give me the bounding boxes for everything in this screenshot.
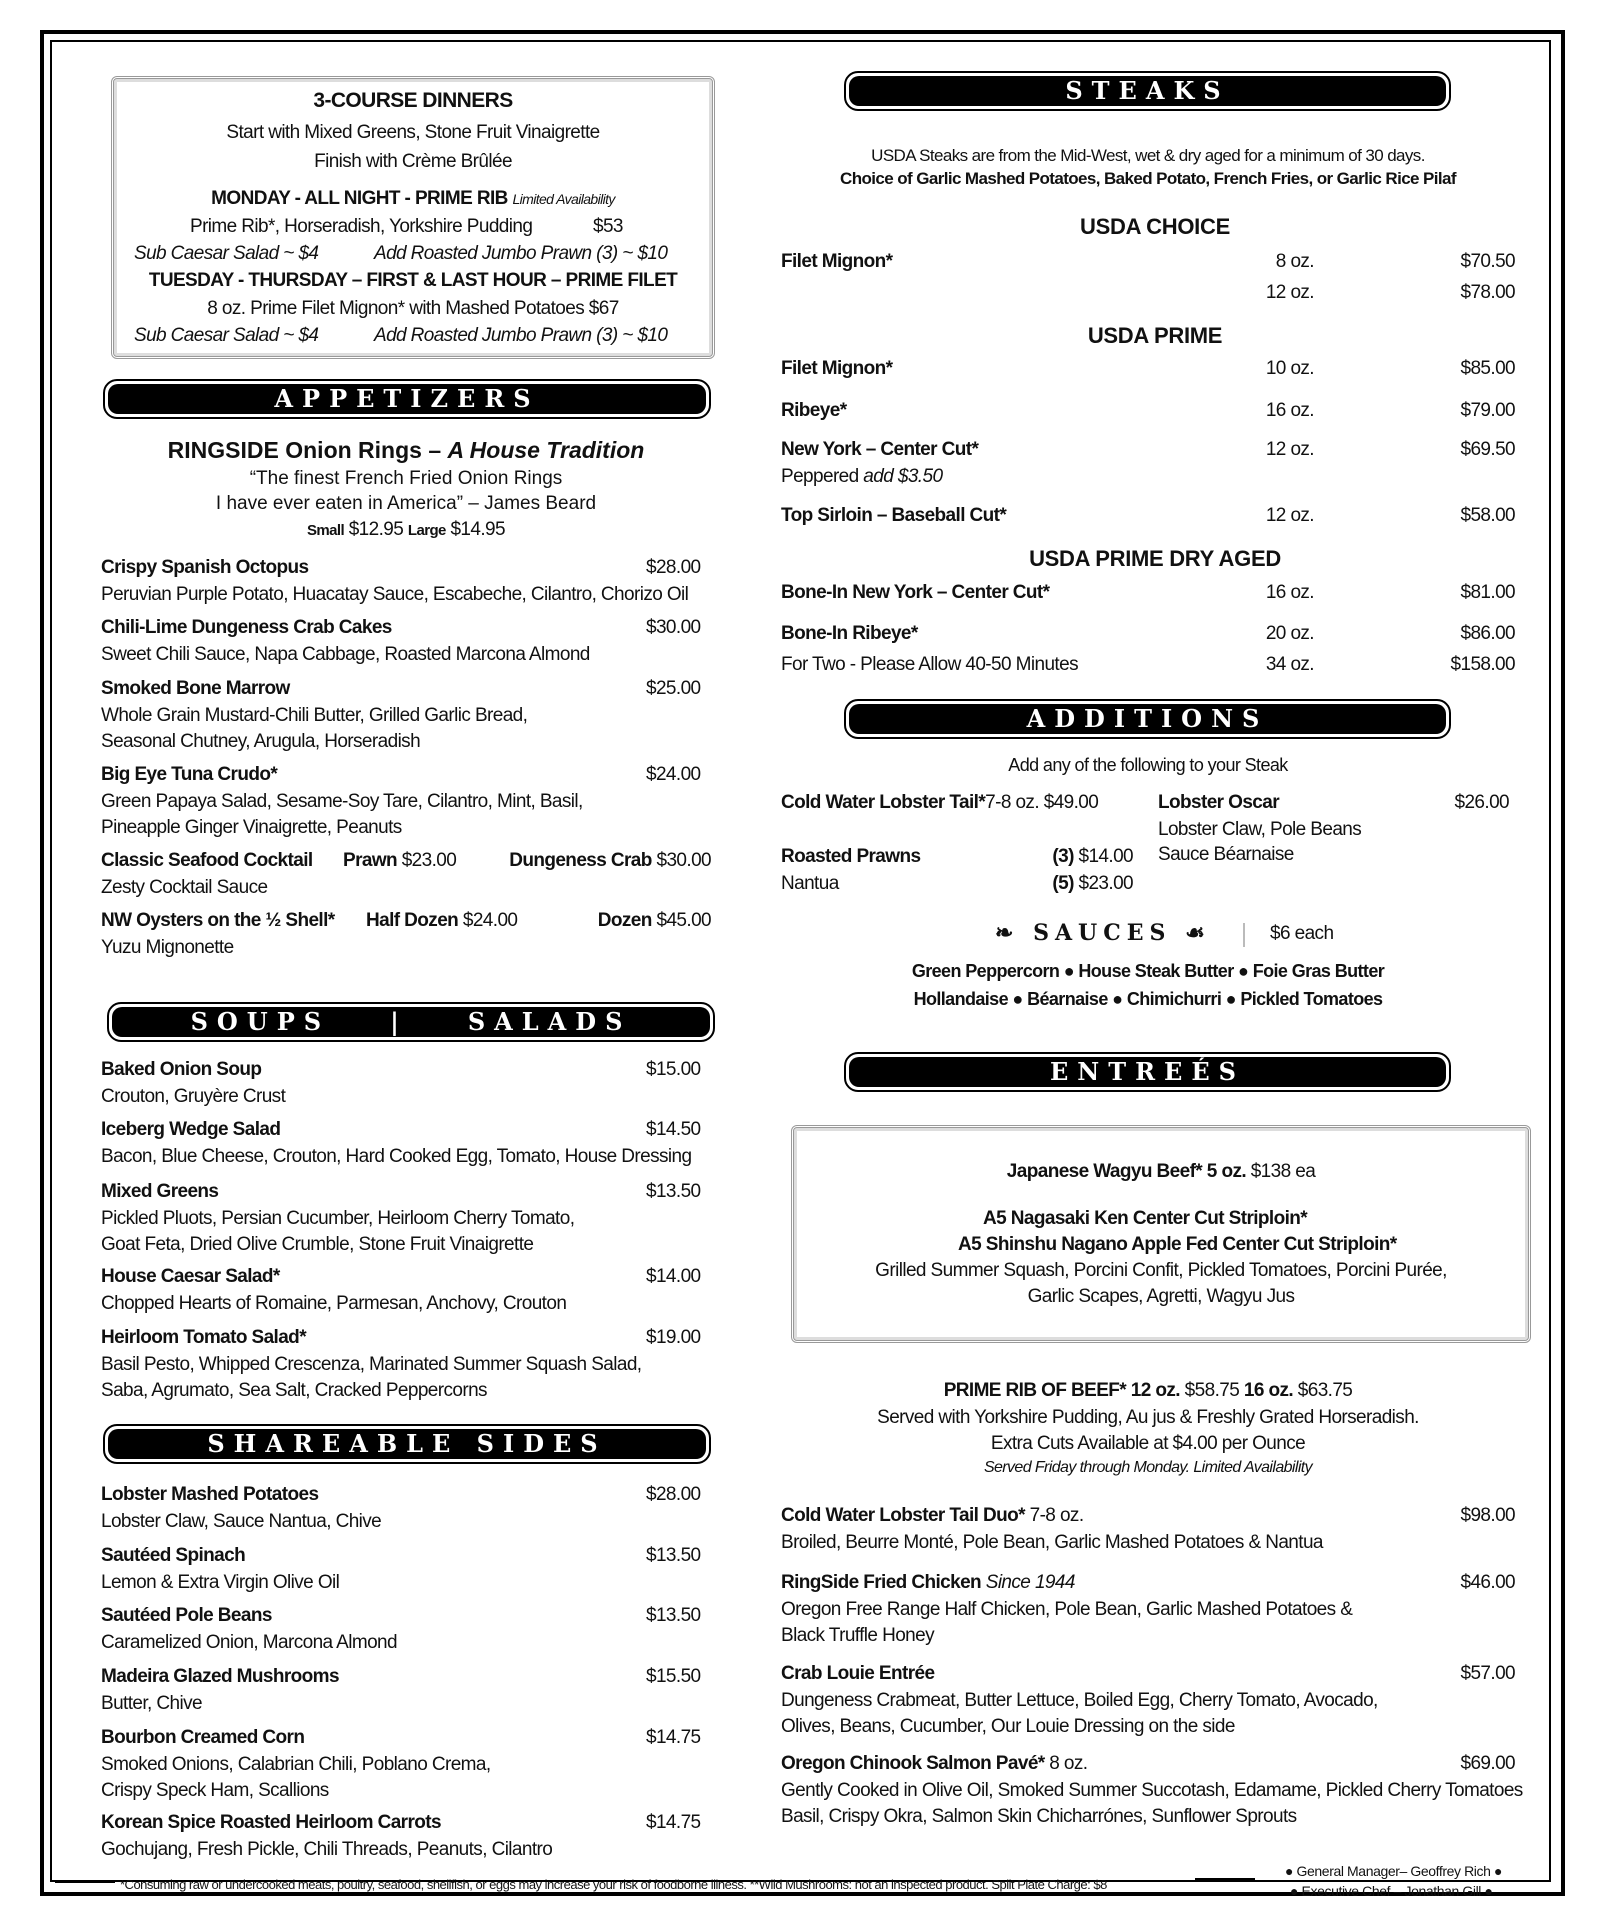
wagyu-title [791, 1160, 1531, 1184]
sauces-heading [995, 920, 1211, 946]
item-name: Lobster Mashed Potatoes [101, 1484, 319, 1505]
entree-title: Crab Louie Entrée [781, 1663, 935, 1684]
entree-name [781, 1504, 1084, 1528]
steak-price: $158.00 [1450, 654, 1515, 675]
steak-name: Ribeye* [781, 400, 847, 421]
option-price: $45.00 [656, 910, 711, 931]
sauces-list [781, 959, 1515, 983]
footer-rule [1195, 1878, 1255, 1896]
option-label: Peppered [781, 466, 864, 487]
item-price: $13.50 [646, 1181, 701, 1202]
option-label: Half Dozen [366, 910, 459, 931]
prime-rib-price: $58.75 [1184, 1380, 1240, 1401]
wagyu-name: Japanese Wagyu Beef* [1006, 1161, 1203, 1182]
item-description: Whole Grain Mustard-Chili Butter, Grilled Garlic Bread, [101, 705, 528, 726]
option-label: Prawn [343, 850, 398, 871]
steak-weight: 20 oz. [1265, 623, 1314, 644]
bullet-icon: ● [1008, 989, 1028, 1009]
monday-note: Limited Availability [512, 191, 615, 207]
bullet-icon: ● [1059, 961, 1079, 981]
item-price: $14.75 [646, 1812, 701, 1833]
steak-name: Filet Mignon* [781, 251, 893, 272]
item-description: Pineapple Ginger Vinaigrette, Peanuts [101, 817, 402, 838]
executive-chef: ● Executive Chef – Jonathan Gill ● [1290, 1883, 1493, 1899]
entree-price: $46.00 [1460, 1572, 1515, 1593]
three-course-title: 3-COURSE DINNERS [313, 89, 513, 112]
steak-weight: 10 oz. [1265, 358, 1314, 379]
item-description: Zesty Cocktail Sauce [101, 877, 268, 898]
entree-title: RingSide Fried Chicken [781, 1572, 982, 1593]
steaks-sides: Choice of Garlic Mashed Potatoes, Baked Potato, French Fries, or Garlic Rice Pilaf [840, 169, 1456, 188]
addition-detail: 7-8 oz. $49.00 [985, 792, 1099, 813]
item-price: $13.50 [646, 1605, 701, 1626]
item-description: Goat Feta, Dried Olive Crumble, Stone Fruit Vinaigrette [101, 1234, 534, 1255]
option-label: Dozen [597, 910, 652, 931]
addition-description: Lobster Claw, Pole Beans [1158, 819, 1362, 840]
steak-group-title: USDA PRIME DRY AGED [1029, 546, 1281, 571]
item-description: Pickled Pluots, Persian Cucumber, Heirloom Cherry Tomato, [101, 1208, 575, 1229]
sauces-list [781, 987, 1515, 1011]
banner-heading: APPETIZERS [108, 384, 706, 414]
item-price: $28.00 [646, 557, 701, 578]
item-price: $30.00 [646, 617, 701, 638]
steak-weight: 12 oz. [1265, 439, 1314, 460]
option-2 [509, 849, 711, 873]
sauces-divider [1243, 923, 1245, 947]
prime-rib-weight: 12 oz. [1130, 1380, 1180, 1401]
item-name: Korean Spice Roasted Heirloom Carrots [101, 1812, 441, 1833]
add-prawn: Add Roasted Jumbo Prawn (3) ~ $10 [374, 243, 668, 264]
steak-weight: 12 oz. [1265, 505, 1314, 526]
small-price: $12.95 [348, 519, 404, 540]
item-description: Lobster Claw, Sauce Nantua, Chive [101, 1511, 382, 1532]
large-label: Large [407, 522, 446, 539]
item-description: Caramelized Onion, Marcona Almond [101, 1632, 397, 1653]
onion-rings-name: RINGSIDE Onion Rings – [167, 437, 448, 463]
steak-note: For Two - Please Allow 40-50 Minutes [781, 654, 1078, 675]
entree-price: $69.00 [1460, 1753, 1515, 1774]
option-price: $24.00 [462, 910, 518, 931]
sauces-price: $6 each [1270, 923, 1334, 944]
bullet-icon: ● [1221, 989, 1241, 1009]
item-description: Seasonal Chutney, Arugula, Horseradish [101, 731, 421, 752]
steak-name: Top Sirloin – Baseball Cut* [781, 505, 1007, 526]
banner-heading [112, 1007, 710, 1037]
addition-price: $26.00 [1454, 792, 1509, 813]
option-1 [343, 849, 456, 873]
prime-rib-availability: Served Friday through Monday. Limited Availability [983, 1459, 1313, 1476]
entree-description: Olives, Beans, Cucumber, Our Louie Dressing on the side [781, 1716, 1235, 1737]
bullet-icon: ● [1233, 961, 1253, 981]
entree-price: $98.00 [1460, 1505, 1515, 1526]
banner-heading-part: SOUPS [190, 1007, 331, 1036]
onion-rings-title [101, 438, 711, 462]
three-course-line2: Finish with Crème Brûlée [314, 151, 512, 172]
sauce-name: Chimichurri [1126, 989, 1222, 1009]
item-description: Crispy Speck Ham, Scallions [101, 1780, 329, 1801]
item-description: Gochujang, Fresh Pickle, Chili Threads, Peanuts, Cilantro [101, 1839, 553, 1860]
onion-rings-subtitle: A House Tradition [447, 437, 645, 463]
item-price: $28.00 [646, 1484, 701, 1505]
steak-price: $58.00 [1460, 505, 1515, 526]
item-description: Crouton, Gruyère Crust [101, 1086, 286, 1107]
entree-weight: 8 oz. [1044, 1753, 1088, 1774]
banner-heading: STEAKS [849, 76, 1446, 106]
soups-salads-banner [107, 1002, 715, 1042]
small-label: Small [307, 522, 345, 539]
tuesday-item: 8 oz. Prime Filet Mignon* with Mashed Potatoes $67 [207, 298, 619, 319]
item-name: House Caesar Salad* [101, 1266, 280, 1287]
item-name: Chili-Lime Dungeness Crab Cakes [101, 617, 392, 638]
item-name: Bourbon Creamed Corn [101, 1727, 305, 1748]
item-description: Saba, Agrumato, Sea Salt, Cracked Peppercorns [101, 1380, 487, 1401]
option-1 [366, 909, 517, 933]
entree-price: $57.00 [1460, 1663, 1515, 1684]
steak-name: Filet Mignon* [781, 358, 893, 379]
entree-tagline: Since 1944 [981, 1572, 1075, 1593]
item-description: Sweet Chili Sauce, Napa Cabbage, Roasted Marcona Almond [101, 644, 590, 665]
shareable-sides-banner [103, 1424, 711, 1464]
prawn-option [1052, 845, 1133, 869]
item-name: Sautéed Spinach [101, 1545, 246, 1566]
item-name: Baked Onion Soup [101, 1059, 262, 1080]
steak-name: Bone-In New York – Center Cut* [781, 582, 1050, 603]
item-description: Peruvian Purple Potato, Huacatay Sauce, Escabeche, Cilantro, Chorizo Oil [101, 584, 689, 605]
entree-title: Oregon Chinook Salmon Pavé* [781, 1753, 1045, 1774]
steak-price: $81.00 [1460, 582, 1515, 603]
option-price: add $3.50 [863, 466, 943, 487]
entree-description: Basil, Crispy Okra, Salmon Skin Chicharrónes, Sunflower Sprouts [781, 1806, 1297, 1827]
option-2 [598, 909, 711, 933]
item-name: Sautéed Pole Beans [101, 1605, 272, 1626]
item-name: Iceberg Wedge Salad [101, 1119, 281, 1140]
banner-heading: SHAREABLE SIDES [108, 1429, 706, 1459]
ornament-right-icon: ☙ [1171, 920, 1211, 946]
item-description: Bacon, Blue Cheese, Crouton, Hard Cooked Egg, Tomato, House Dressing [101, 1146, 692, 1167]
steak-weight: 12 oz. [1265, 282, 1314, 303]
item-name: Mixed Greens [101, 1181, 219, 1202]
entree-description: Broiled, Beurre Monté, Pole Bean, Garlic Mashed Potatoes & Nantua [781, 1532, 1323, 1553]
general-manager: ● General Manager– Geoffrey Rich ● [1285, 1863, 1503, 1879]
addition-name: Cold Water Lobster Tail* [781, 792, 986, 813]
sauces-title: SAUCES [1033, 920, 1172, 946]
prime-rib-price: $63.75 [1297, 1380, 1353, 1401]
large-price: $14.95 [450, 519, 505, 540]
steaks-banner [844, 71, 1451, 111]
steak-weight: 34 oz. [1265, 654, 1314, 675]
item-description: Smoked Onions, Calabrian Chili, Poblano Crema, [101, 1754, 491, 1775]
steak-price: $78.00 [1460, 282, 1515, 303]
item-price: $25.00 [646, 678, 701, 699]
sauce-name: Foie Gras Butter [1252, 961, 1385, 981]
footer-disclaimer: *Consuming raw or undercooked meats, poultry, seafood, shellfish, or eggs may increase your risk of foodborne illness. **Wild Mushrooms: not an inspected product. Split Plate Charge: $8 [120, 1877, 1107, 1892]
entree-description: Oregon Free Range Half Chicken, Pole Bean, Garlic Mashed Potatoes & [781, 1599, 1353, 1620]
steak-price: $79.00 [1460, 400, 1515, 421]
item-description: Chopped Hearts of Romaine, Parmesan, Anchovy, Crouton [101, 1293, 567, 1314]
entrees-banner [844, 1052, 1451, 1092]
sauce-name: Pickled Tomatoes [1240, 989, 1383, 1009]
steak-group-title: USDA PRIME [1087, 323, 1223, 348]
monday-price: $53 [593, 216, 623, 237]
ornament-left-icon: ❧ [995, 920, 1034, 946]
wagyu-description: Garlic Scapes, Agretti, Wagyu Jus [1027, 1286, 1295, 1307]
banner-heading-part: | [390, 1007, 408, 1036]
entree-weight: 7-8 oz. [1024, 1505, 1084, 1526]
steak-price: $70.50 [1460, 251, 1515, 272]
monday-special [111, 187, 715, 211]
additions-banner [844, 699, 1451, 739]
banner-heading-part: SALADS [467, 1007, 632, 1036]
item-name: Smoked Bone Marrow [101, 678, 290, 699]
prime-rib-description: Extra Cuts Available at $4.00 per Ounce [990, 1433, 1306, 1454]
onion-rings-quote: “The finest French Fried Onion Rings [249, 468, 563, 489]
addition-name: Lobster Oscar [1158, 792, 1280, 813]
onion-rings-sizes [101, 518, 711, 543]
prawn-price: $23.00 [1078, 873, 1133, 894]
prawn-count: (5) [1052, 873, 1074, 894]
item-description: Yuzu Mignonette [101, 937, 234, 958]
additions-intro: Add any of the following to your Steak [1008, 755, 1288, 775]
steaks-intro: USDA Steaks are from the Mid-West, wet & dry aged for a minimum of 30 days. [871, 146, 1425, 165]
banner-heading: ADDITIONS [849, 704, 1446, 734]
item-name: Big Eye Tuna Crudo* [101, 764, 278, 785]
entree-name [781, 1662, 934, 1686]
entree-title: Cold Water Lobster Tail Duo* [781, 1505, 1025, 1526]
prime-rib-description: Served with Yorkshire Pudding, Au jus & Freshly Grated Horseradish. [877, 1407, 1419, 1428]
item-price: $15.00 [646, 1059, 701, 1080]
wagyu-cut: A5 Shinshu Nagano Apple Fed Center Cut Striploin* [958, 1234, 1397, 1255]
option-label: Dungeness Crab [509, 850, 652, 871]
steak-price: $85.00 [1460, 358, 1515, 379]
steak-name: Bone-In Ribeye* [781, 623, 918, 644]
monday-item: Prime Rib*, Horseradish, Yorkshire Pudding [190, 216, 533, 237]
item-price: $24.00 [646, 764, 701, 785]
item-name: NW Oysters on the ½ Shell* [101, 910, 335, 931]
add-prawn: Add Roasted Jumbo Prawn (3) ~ $10 [374, 325, 668, 346]
item-description: Lemon & Extra Virgin Olive Oil [101, 1572, 340, 1593]
entree-description: Dungeness Crabmeat, Butter Lettuce, Boiled Egg, Cherry Tomato, Avocado, [781, 1690, 1378, 1711]
lobster-tail-addition [781, 791, 1098, 815]
item-description: Butter, Chive [101, 1693, 202, 1714]
sub-caesar: Sub Caesar Salad ~ $4 [134, 243, 319, 264]
steak-weight: 8 oz. [1275, 251, 1314, 272]
item-price: $14.50 [646, 1119, 701, 1140]
option-price: $30.00 [656, 850, 711, 871]
item-price: $13.50 [646, 1545, 701, 1566]
tuesday-title: TUESDAY - THURSDAY – FIRST & LAST HOUR – PRIME FILET [148, 270, 678, 291]
banner-heading: ENTREÉS [849, 1057, 1446, 1087]
item-price: $15.50 [646, 1666, 701, 1687]
steak-option [781, 465, 942, 489]
item-name: Crispy Spanish Octopus [101, 557, 309, 578]
sauce-name: Béarnaise [1027, 989, 1108, 1009]
addition-description: Nantua [781, 873, 839, 894]
prime-rib-title [781, 1379, 1515, 1403]
entree-description: Gently Cooked in Olive Oil, Smoked Summer Succotash, Edamame, Pickled Cherry Tomatoes [781, 1780, 1523, 1801]
bullet-icon: ● [1107, 989, 1127, 1009]
entree-name [781, 1571, 1075, 1595]
item-name: Madeira Glazed Mushrooms [101, 1666, 339, 1687]
three-course-line1: Start with Mixed Greens, Stone Fruit Vinaigrette [226, 122, 600, 143]
entree-name [781, 1752, 1087, 1776]
item-name: Heirloom Tomato Salad* [101, 1327, 306, 1348]
appetizers-banner [103, 379, 711, 419]
prawn-count: (3) [1052, 846, 1074, 867]
steak-weight: 16 oz. [1265, 400, 1314, 421]
entree-description: Black Truffle Honey [781, 1625, 934, 1646]
steak-price: $86.00 [1460, 623, 1515, 644]
item-name: Classic Seafood Cocktail [101, 850, 313, 871]
item-price: $14.75 [646, 1727, 701, 1748]
item-description: Basil Pesto, Whipped Crescenza, Marinated Summer Squash Salad, [101, 1354, 642, 1375]
prawn-price: $14.00 [1078, 846, 1133, 867]
onion-rings-quote: I have ever eaten in America” – James Beard [215, 493, 597, 514]
prime-rib-weight: 16 oz. [1243, 1380, 1294, 1401]
prime-rib-name: PRIME RIB OF BEEF* [943, 1380, 1127, 1401]
item-price: $19.00 [646, 1327, 701, 1348]
steak-weight: 16 oz. [1265, 582, 1314, 603]
addition-description: Sauce Béarnaise [1158, 844, 1294, 865]
steak-price: $69.50 [1460, 439, 1515, 460]
prawn-option [1052, 872, 1133, 896]
sub-caesar: Sub Caesar Salad ~ $4 [134, 325, 319, 346]
addition-name: Roasted Prawns [781, 846, 921, 867]
steak-name: New York – Center Cut* [781, 439, 979, 460]
item-price: $14.00 [646, 1266, 701, 1287]
wagyu-price: $138 ea [1250, 1161, 1316, 1182]
sauce-name: Hollandaise [913, 989, 1008, 1009]
sauce-name: Green Peppercorn [911, 961, 1060, 981]
wagyu-cut: A5 Nagasaki Ken Center Cut Striploin* [983, 1208, 1308, 1229]
option-price: $23.00 [401, 850, 457, 871]
sauce-name: House Steak Butter [1078, 961, 1234, 981]
monday-title: MONDAY - ALL NIGHT - PRIME RIB [211, 188, 508, 209]
wagyu-weight: 5 oz. [1206, 1161, 1247, 1182]
steak-group-title: USDA CHOICE [1080, 214, 1230, 239]
footer-rule [55, 1880, 115, 1896]
wagyu-description: Grilled Summer Squash, Porcini Confit, Pickled Tomatoes, Porcini Purée, [875, 1260, 1447, 1281]
item-description: Green Papaya Salad, Sesame-Soy Tare, Cilantro, Mint, Basil, [101, 791, 583, 812]
